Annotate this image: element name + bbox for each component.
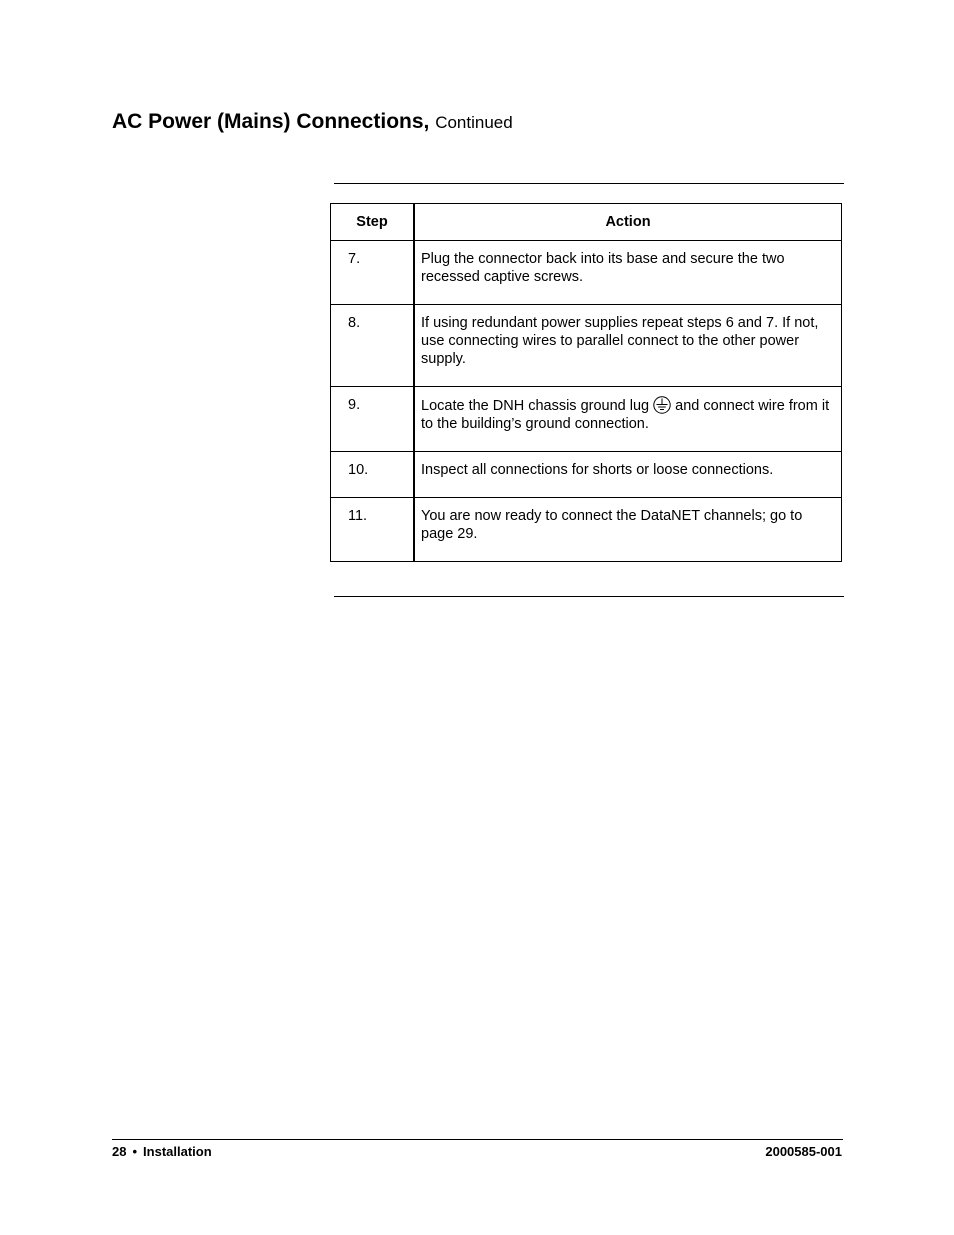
step-number: 8. <box>331 305 415 387</box>
step-action: Inspect all connections for shorts or loose connections. <box>414 452 842 498</box>
step-number: 11. <box>331 498 415 562</box>
document-number: 2000585-001 <box>765 1144 842 1159</box>
page-number: 28 <box>112 1144 127 1159</box>
section-bottom-rule <box>334 596 844 597</box>
column-header-action: Action <box>414 204 842 241</box>
page-title-main: AC Power (Mains) Connections, <box>112 110 430 133</box>
step-action-text-after: and connect wire from it to the building’s ground connection. <box>421 398 830 432</box>
ground-icon <box>653 396 671 414</box>
table-row <box>331 452 842 498</box>
footer-section: Installation <box>143 1144 212 1159</box>
table-header-row <box>331 204 842 241</box>
table-row <box>331 305 842 387</box>
step-number: 9. <box>331 387 415 452</box>
section-top-rule <box>334 183 844 184</box>
footer-bullet: • <box>132 1144 138 1159</box>
steps-table <box>330 203 842 562</box>
footer-left <box>112 1144 212 1159</box>
table-row <box>331 241 842 305</box>
page-title <box>112 110 513 134</box>
step-action <box>414 387 842 452</box>
step-action: You are now ready to connect the DataNET channels; go to page 29. <box>414 498 842 562</box>
step-action-text-before: Locate the DNH chassis ground lug <box>421 398 650 414</box>
column-header-step: Step <box>331 204 415 241</box>
step-number: 10. <box>331 452 415 498</box>
step-number: 7. <box>331 241 415 305</box>
table-row <box>331 387 842 452</box>
page-title-continued: Continued <box>435 113 513 132</box>
table-row <box>331 498 842 562</box>
step-action: If using redundant power supplies repeat steps 6 and 7. If not, use connecting wires to parallel connect to the other power supply. <box>414 305 842 387</box>
footer-rule <box>112 1139 843 1140</box>
step-action: Plug the connector back into its base and secure the two recessed captive screws. <box>414 241 842 305</box>
